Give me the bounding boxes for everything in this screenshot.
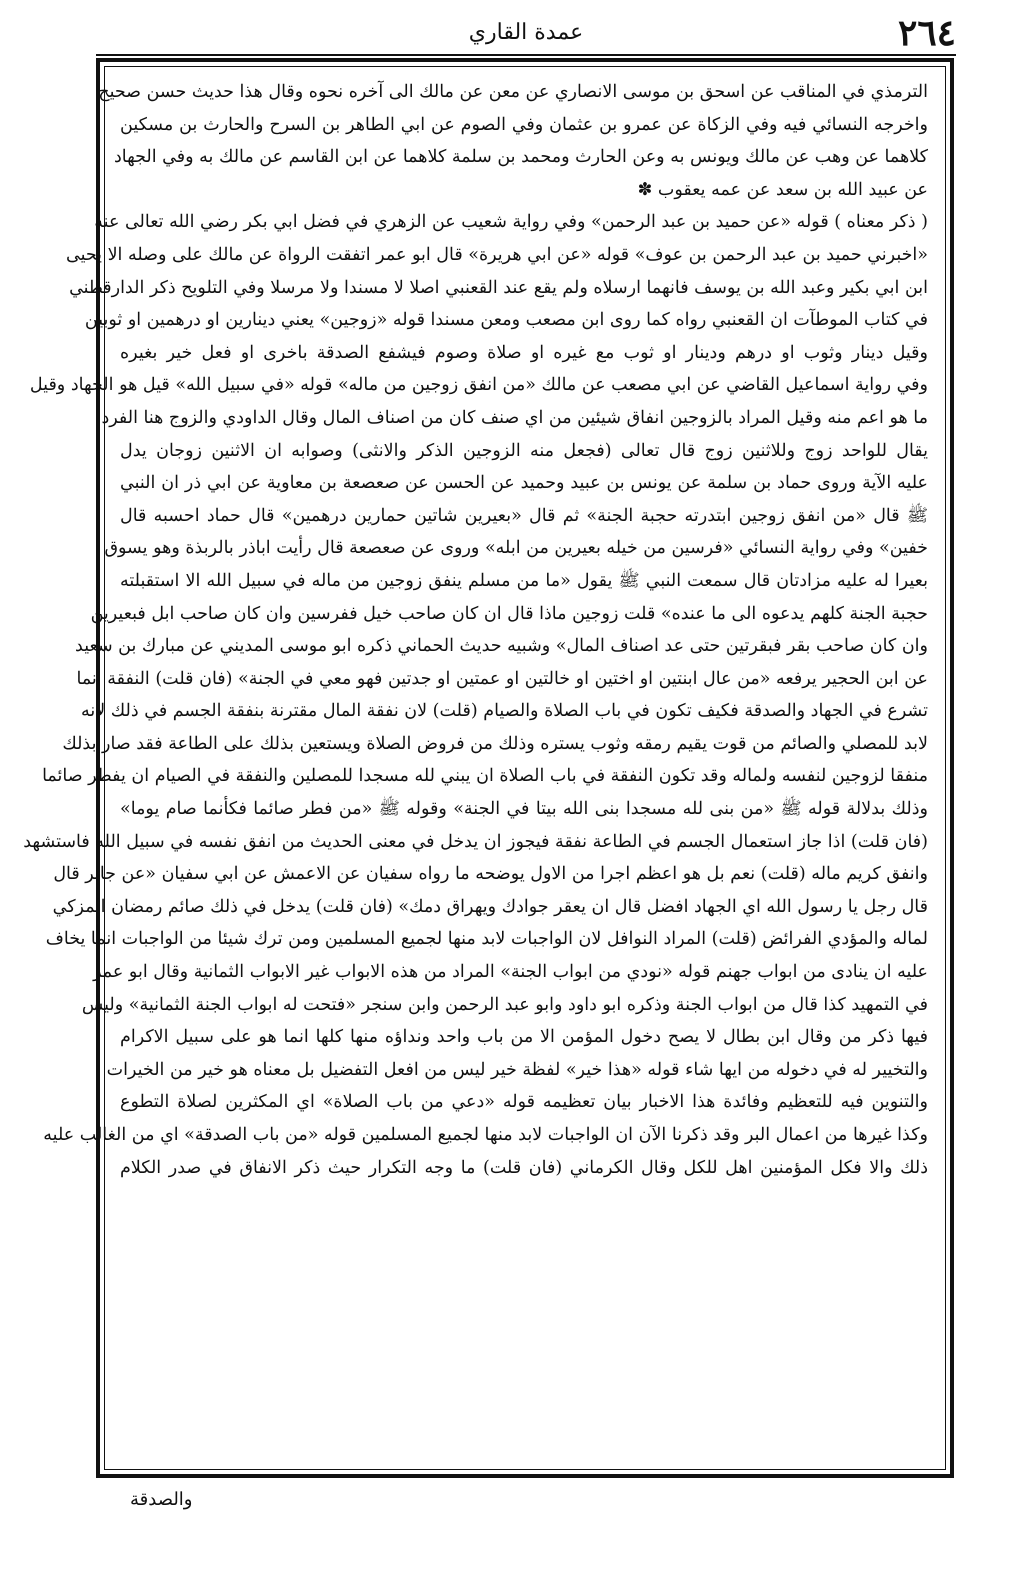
text-line: خفين» وفي رواية النسائي «فرسين من خيله بعيرين من ابله» وروى عن صعصعة قال رأيت اباذر بالربذة وهو يسوق <box>104 538 928 559</box>
text-line: واخرجه النسائي فيه وفي الزكاة عن عمرو بن عثمان وفي الصوم عن ابي الطاهر بن السرح والحارث بن مسكين <box>120 114 928 135</box>
text-line: ما هو اعم منه وقيل المراد بالزوجين انفاق شيئين من اي صنف كان من اصناف المال وقال الداودي والزوج هنا الفرد <box>101 407 928 428</box>
text-line: في كتاب الموطآت ان القعنبي رواه كما روى ابن مصعب ومعن مسندا قوله «زوجين» يعني دينارين او درهمين او ثوبين <box>84 310 928 331</box>
text-line: لابد للمصلي والصائم من قوت يقيم رمقه وثوب يستره وذلك من فروض الصلاة ويستعين بذلك على الطاعة فقد صار بذلك <box>62 733 928 754</box>
text-line: عن ابن الحجير يرفعه «من عال ابنتين او اختين او خالتين او عمتين او جدتين فهو معي في الجنة» (فان قلت) النفقة انما <box>76 668 928 689</box>
text-line: ( ذكر معناه ) قوله «عن حميد بن عبد الرحمن» وفي رواية شعيب عن الزهري في فضل ابي بكر رضي الله تعالى عنه <box>94 212 928 233</box>
text-line: والتنوين فيه للتعظيم وفائدة هذا الاخبار بيان تعظيمه قوله «دعي من باب الصلاة» اي المكثرين لصلاة التطوع <box>120 1092 928 1113</box>
text-line: قال رجل يا رسول الله اي الجهاد افضل قال ان يعقر جوادك ويهراق دمك» (فان قلت) يدخل في ذلك صائم رمضان المزكي <box>52 896 928 917</box>
main-text <box>23 76 928 1184</box>
header-rule <box>96 54 956 56</box>
text-line: منفقا لزوجين لنفسه ولماله وقد تكون النفقة في باب الصلاة ان يبني لله مسجدا للمصلين والنفقة في الصيام ان يفطر صائما <box>42 766 928 787</box>
text-line: حجبة الجنة كلهم يدعوه الى ما عنده» قلت زوجين ماذا قال ان كان صاحب خيل ففرسين وان كان صاحب ابل فبعيرين <box>90 603 928 624</box>
text-line: وان كان صاحب بقر فبقرتين حتى عد اصناف المال» وشبيه حديث الحماني ذكره ابو موسى المديني عن مبارك بن سعيد <box>75 636 928 657</box>
text-line: في التمهيد كذا قال من ابواب الجنة وذكره ابو داود وابو عبد الرحمن وابن سنجر «فتحت له ابواب الجنة الثمانية» وليس <box>81 994 928 1015</box>
page-header <box>96 8 956 60</box>
text-line: كلاهما عن وهب عن مالك ويونس به وعن الحارث ومحمد بن سلمة كلاهما عن ابن القاسم عن مالك به وفي الجهاد <box>113 147 928 168</box>
text-line: الترمذي في المناقب عن اسحق بن موسى الانصاري عن معن عن مالك الى آخره نحوه وقال هذا حديث حسن صحيح <box>98 82 928 102</box>
text-line: والتخيير له في دخوله من ايها شاء قوله «هذا خير» لفظة خير ليس من افعل التفضيل بل معناه هو خير من الخيرات <box>106 1059 928 1080</box>
text-line: وذلك بدلالة قوله ﷺ «من بنى لله مسجدا بنى الله بيتا في الجنة» وقوله ﷺ «من فطر صائما فكأنما صام يوما» <box>120 799 928 820</box>
text-line: تشرع في الجهاد والصدقة فكيف تكون في باب الصلاة والصيام (قلت) لان نفقة المال مقترنة بنفقة الجسم في ذلك لانه <box>81 701 928 722</box>
catchword: والصدقة <box>130 1489 193 1510</box>
page-number: ٢٦٤ <box>897 12 956 54</box>
text-line: لماله والمؤدي الفرائض (قلت) المراد النوافل لان الواجبات لابد منها لجميع المسلمين ومن ترك شيئا من الواجبات انما يخاف <box>45 929 928 950</box>
text-line: بعيرا له عليه مزادتان قال سمعت النبي ﷺ يقول «ما من مسلم ينفق زوجين من ماله في سبيل الله الا استقبلته <box>120 570 928 591</box>
running-title: عمدة القاري <box>468 20 584 45</box>
text-line: فيها ذكر من وقال ابن بطال لا يصح دخول المؤمن الا من باب واحد ونداؤه منها كلها انما هو على سبيل الاكرام <box>120 1027 928 1048</box>
text-line: وكذا غيرها من اعمال البر وقد ذكرنا الآن ان الواجبات لابد منها لجميع المسلمين قوله «من باب الصدقة» اي من الغالب عليه <box>43 1125 928 1145</box>
text-line: عليه ان ينادى من ابواب جهنم قوله «نودي من ابواب الجنة» المراد من هذه الابواب غير الابواب الثمانية وقال ابو عمر <box>93 962 928 983</box>
text-line: يقال للواحد زوج وللاثنين زوج قال تعالى (فجعل منه الزوجين الذكر والانثى) وصوابه ان الاثنين زوجان يدل <box>120 440 928 461</box>
text-line: (فان قلت) اذا جاز استعمال الجسم في الطاعة نفقة فيجوز ان يدخل في معنى الحديث من انفق نفسه في سبيل الله فاستشهد <box>23 831 928 852</box>
text-line: وفي رواية اسماعيل القاضي عن ابي مصعب عن مالك «من انفق زوجين من ماله» قوله «في سبيل الله» قيل هو الجهاد وقيل <box>29 375 928 396</box>
text-line: عن عبيد الله بن سعد عن عمه يعقوب ✽ <box>637 179 928 200</box>
text-line: وقيل دينار وثوب او درهم ودينار او ثوب مع غيره او صلاة وصوم فيشفع الصدقة باخرى او فعل خير بغيره <box>120 342 928 363</box>
text-line: ﷺ قال «من انفق زوجين ابتدرته حجبة الجنة» ثم قال «بعيرين شاتين حمارين درهمين» قال حماد احسبه قال <box>120 505 928 526</box>
text-line: عليه الآية وروى حماد بن سلمة عن يونس بن عبيد وحميد عن الحسن عن صعصعة بن معاوية عن ابي ذر ان النبي <box>120 473 928 494</box>
text-line: وانفق كريم ماله (قلت) نعم بل هو اعظم اجرا من الاول يوضحه ما رواه سفيان عن الاعمش عن ابي سفيان «عن جابر قال <box>53 864 928 885</box>
text-line: ذلك والا فكل المؤمنين اهل للكل وقال الكرماني (فان قلت) ما وجه التكرار حيث ذكر الانفاق في صدر الكلام <box>120 1157 928 1178</box>
text-line: «اخبرني حميد بن عبد الرحمن بن عوف» قوله «عن ابي هريرة» قال ابو عمر اتفقت الرواة عن مالك على وصله الا يحيى <box>65 244 928 265</box>
text-line: ابن ابي بكير وعبد الله بن يوسف فانهما ارسلاه ولم يقع عند القعنبي اصلا لا مسندا ولا مرسلا وفي التلويح ذكر الدارقطني <box>69 277 928 298</box>
